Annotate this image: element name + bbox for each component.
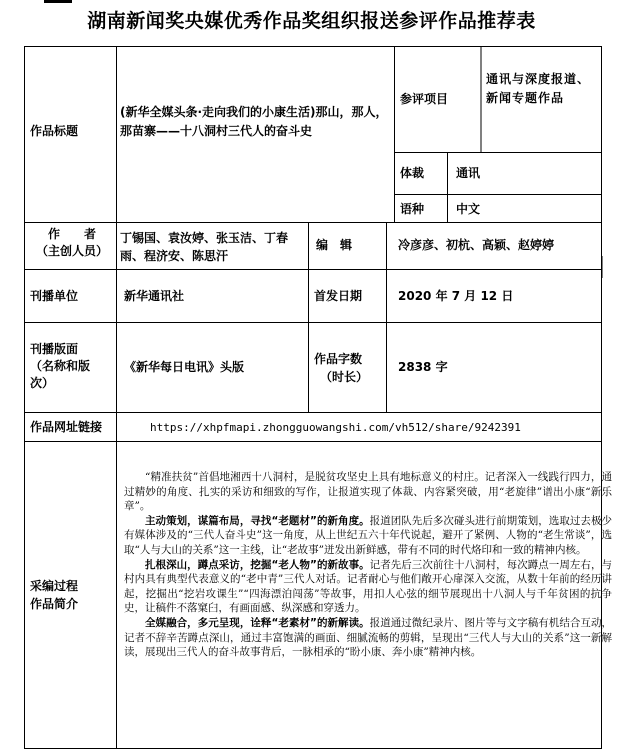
authors-value: 丁锡国、袁汝婷、张玉洁、丁春雨、程济安、陈思汗 [120, 231, 289, 263]
category-label: 参评项目 [400, 92, 449, 106]
intro-paragraph: 主动策划，谋篇布局，寻找“老题材”的新角度。报道团队先后多次碰头进行前期策划，选取过去极少有媒体涉及的“三代人奋斗史”这一角度，从上世纪五六十年代说起，避开了紧例、人物的“老生常谈”，选取“人与大山的关系”这一主线，让“老故事”迸发出新鲜感，带有不同的时代烙印和一致的精神内核。 [124, 514, 612, 556]
first-date-value: 2020 年 7 月 12 日 [398, 289, 514, 303]
editor-label: 编 辑 [316, 238, 353, 252]
work-link[interactable]: https://xhpfmapi.zhongguowangshi.com/vh512/share/9242391 [150, 421, 521, 434]
intro-body [124, 470, 612, 660]
intro-paragraph: 全媒融合，多元呈现，诠释“老素材”的新解读。报道通过微纪录片、图片等与文字稿有机结合互动，记者不辞辛苦蹲点深山，通过丰富饱满的画面、细腻流畅的剪辑，呈现出“三代人与大山的关系”这一新解读，展现出三代人的奋斗故事背后，一脉相承的“盼小康、奔小康”精神内核。 [124, 616, 612, 659]
first-date-label: 首发日期 [314, 289, 363, 303]
work-title-label: 作品标题 [30, 124, 79, 138]
section-value: 《新华每日电讯》头版 [124, 360, 245, 374]
work-title-value: (新华全媒头条·走向我们的小康生活)那山，那人，那苗寨——十八洞村三代人的奋斗史 [120, 105, 388, 138]
page-title: 湖南新闻奖央媒优秀作品奖组织报送参评作品推荐表 [87, 10, 536, 32]
intro-label: 采编过程 作品简介 [30, 579, 79, 611]
publisher-label: 刊播单位 [30, 289, 79, 303]
intro-paragraph: 扎根深山，蹲点采访，挖掘“老人物”的新故事。记者先后三次前往十八洞村，每次蹲点一周左右，与村内具有典型代表意义的“老中青”三代人对话。记者耐心与他们敞开心扉深入交流，从数十年前的经历讲起，挖掘出“挖岩攻课生”“四海漂泊闯荡”等故事，用扣人心弦的细节展现出十八洞人与千年贫困的抗争史，让稿件不落窠臼，有画面感、纵深感和穿透力。 [124, 558, 612, 615]
intro-paragraph: “精准扶贫”首倡地湘西十八洞村，是脱贫攻坚史上具有地标意义的村庄。记者深入一线践行四力，通过精妙的角度、扎实的采访和细致的写作，让报道实现了体裁、内容紧突破，用“老旋律”谱出小康“新乐章”。 [124, 471, 612, 513]
link-label: 作品网址链接 [30, 420, 103, 434]
publisher-value: 新华通讯社 [124, 289, 185, 303]
genre-value: 通讯 [456, 166, 481, 180]
section-label: 刊播版面 （名称和版 次） [30, 342, 91, 390]
editor-value: 冷彦彦、初杭、高颖、赵婷婷 [398, 238, 555, 252]
genre-label: 体裁 [400, 166, 425, 180]
word-count-label: 作品字数 （时长） [314, 352, 369, 384]
word-count-value: 2838 字 [398, 360, 448, 374]
category-value: 通讯与深度报道、新闻专题作品 [486, 72, 591, 105]
header-mark [44, 0, 72, 3]
language-label: 语种 [400, 202, 425, 216]
language-value: 中文 [456, 202, 481, 216]
authors-label: 作 者 （主创人员） [35, 227, 108, 258]
